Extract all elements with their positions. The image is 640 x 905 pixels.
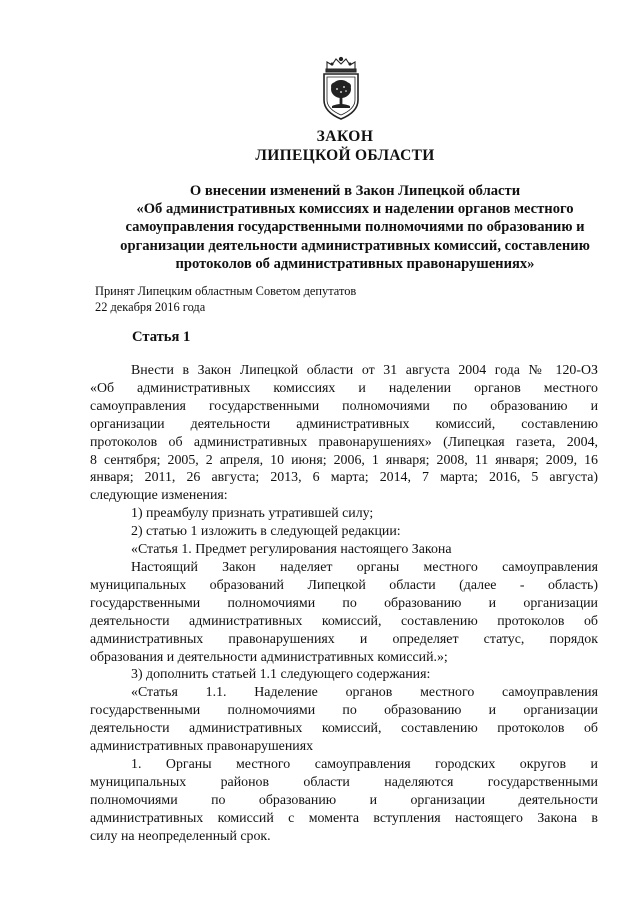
subject-line: самоуправления государственными полномочиями по образованию и: [125, 219, 585, 236]
article-paragraph: [90, 541, 598, 559]
law-subject: [95, 182, 615, 273]
paragraph-line: января; 2011, 26 августа; 2013, 6 марта; 2014, 7 марта; 2016, 5 августа): [90, 470, 598, 486]
paragraph-line: государственными полномочиями по образованию и организации: [90, 703, 598, 719]
paragraph-line: «Об административных комиссиях и наделении органов местного: [90, 380, 598, 396]
article-paragraph: [90, 684, 598, 756]
paragraph-line: силу на неопределенный срок.: [90, 828, 271, 844]
adoption-body: Принят Липецким областным Советом депутатов: [95, 284, 357, 298]
paragraph-line: административных правонарушениях: [90, 739, 314, 755]
paragraph-line: самоуправления государственными полномочиями по образованию и: [90, 398, 598, 414]
document-region: ЛИПЕЦКОЙ ОБЛАСТИ: [255, 147, 435, 164]
lipetsk-coat-of-arms-icon: [318, 56, 364, 122]
paragraph-line: административных правонарушениях и определяет статус, порядок: [90, 631, 598, 647]
paragraph-line: государственными полномочиями по образованию и организации: [90, 595, 598, 611]
subject-line: протоколов об административных правонарушениях»: [175, 255, 535, 272]
subject-line: О внесении изменений в Закон Липецкой области: [189, 183, 521, 199]
paragraph-line: «Статья 1. Предмет регулирования настоящего Закона: [131, 542, 452, 558]
paragraph-line: 8 сентября; 2005, 2 апреля, 10 июня; 2006, 1 января; 2008, 11 января; 2009, 16: [90, 452, 598, 468]
paragraph-line: 2) статью 1 изложить в следующей редакции:: [131, 524, 401, 540]
paragraph-line: организации деятельности административных комиссий, составлению: [90, 416, 598, 432]
paragraph-line: образования и деятельности административных комиссий.»;: [90, 649, 448, 665]
article-paragraph: [90, 523, 598, 541]
paragraph-line: 3) дополнить статьей 1.1 следующего содержания:: [131, 667, 431, 683]
adoption-note: [95, 283, 356, 315]
paragraph-line: 1) преамбулу признать утратившей силу;: [131, 506, 374, 522]
paragraph-line: протоколов об административных правонарушениях» (Липецкая газета, 2004,: [90, 434, 598, 450]
adoption-date: 22 декабря 2016 года: [95, 300, 206, 314]
article-paragraph: [90, 362, 598, 505]
paragraph-line: 1. Органы местного самоуправления городских округов и: [131, 756, 598, 772]
document-title: ЗАКОН: [316, 128, 374, 145]
article-paragraph: [90, 505, 598, 523]
paragraph-line: «Статья 1.1. Наделение органов местного самоуправления: [131, 685, 598, 701]
paragraph-line: полномочиями по образованию и организации деятельности: [90, 792, 598, 808]
paragraph-line: Настоящий Закон наделяет органы местного самоуправления: [131, 559, 598, 575]
paragraph-line: административных комиссий с момента вступления настоящего Закона в: [90, 810, 598, 826]
subject-line: «Об административных комиссиях и наделении органов местного: [136, 201, 574, 218]
paragraph-line: муниципальных образований Липецкой области (далее - область): [90, 577, 598, 593]
article-paragraph: [90, 666, 598, 684]
paragraph-line: деятельности административных комиссий, составлению протоколов об: [90, 613, 598, 629]
paragraph-line: Внести в Закон Липецкой области от 31 августа 2004 года № 120-ОЗ: [131, 363, 598, 378]
paragraph-line: следующие изменения:: [90, 488, 228, 504]
article-body: [90, 362, 598, 845]
article-paragraph: [90, 756, 598, 846]
subject-line: организации деятельности административных комиссий, составлению: [120, 237, 590, 254]
paragraph-line: муниципальных районов области наделяются государственными: [90, 774, 598, 790]
article-paragraph: [90, 559, 598, 666]
paragraph-line: деятельности административных комиссий, составлению протоколов об: [90, 721, 598, 737]
article-heading: Статья 1: [132, 329, 191, 345]
